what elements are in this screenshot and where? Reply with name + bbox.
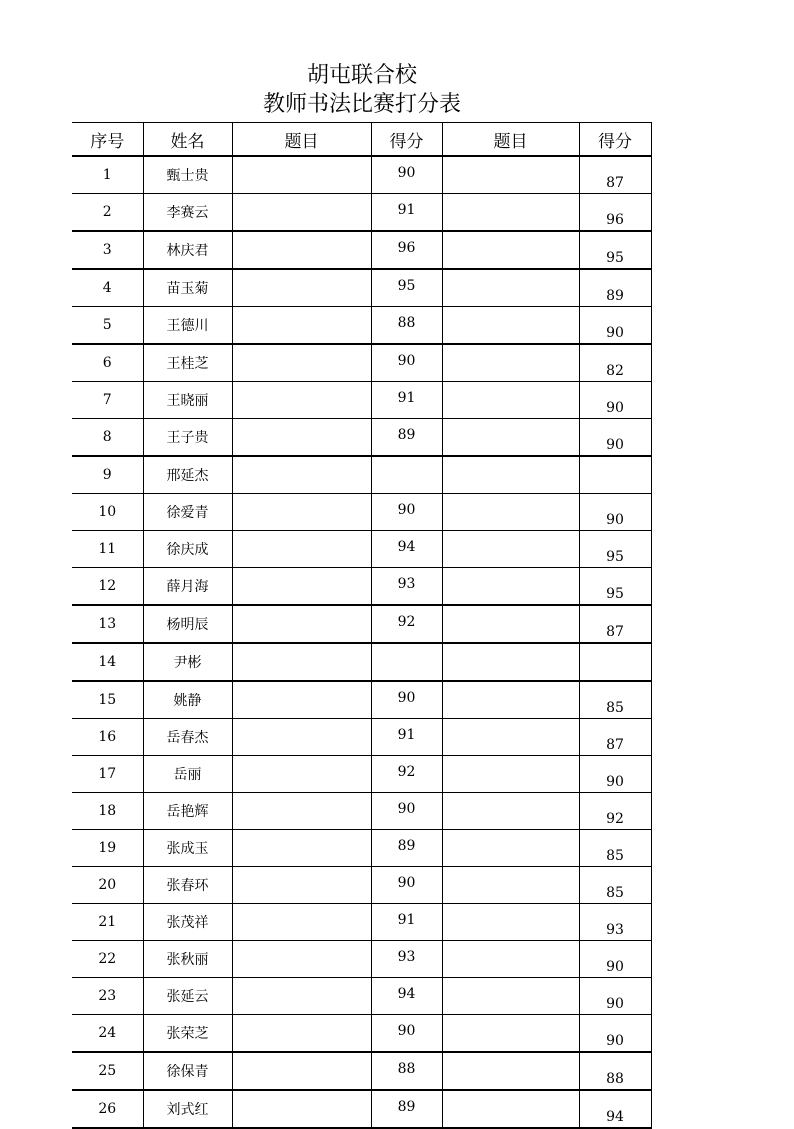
topic-cell-1 (232, 494, 371, 531)
row-index: 21 (72, 904, 143, 941)
score-cell-2: 90 (579, 941, 651, 978)
table-row (72, 904, 651, 941)
topic-cell-2 (442, 344, 579, 382)
column-header-name: 姓名 (143, 123, 232, 157)
table-row (72, 605, 651, 643)
score-cell-2: 95 (579, 231, 651, 269)
teacher-name: 王德川 (143, 307, 232, 345)
teacher-name: 杨明辰 (143, 605, 232, 643)
topic-cell-2 (442, 681, 579, 719)
topic-cell-2 (442, 643, 579, 681)
score-cell-2: 93 (579, 904, 651, 941)
row-index: 16 (72, 719, 143, 756)
table-row (72, 456, 651, 494)
score-cell-2: 90 (579, 978, 651, 1015)
teacher-name: 张春环 (143, 867, 232, 904)
score-cell-1: 90 (371, 494, 442, 531)
teacher-name: 张茂祥 (143, 904, 232, 941)
score-cell-2: 95 (579, 568, 651, 606)
score-cell-1 (371, 643, 442, 681)
teacher-name: 岳丽 (143, 756, 232, 793)
score-cell-2: 96 (579, 194, 651, 232)
topic-cell-2 (442, 867, 579, 904)
topic-cell-1 (232, 382, 371, 419)
score-cell-1: 89 (371, 419, 442, 457)
score-cell-1: 88 (371, 1052, 442, 1090)
row-index: 19 (72, 830, 143, 867)
score-cell-2: 89 (579, 269, 651, 307)
score-cell-2: 94 (579, 1090, 651, 1128)
table-row (72, 156, 651, 194)
row-index: 5 (72, 307, 143, 345)
score-cell-2: 92 (579, 793, 651, 830)
topic-cell-2 (442, 382, 579, 419)
teacher-name: 岳春杰 (143, 719, 232, 756)
row-index: 4 (72, 269, 143, 307)
table-row (72, 382, 651, 419)
teacher-name: 姚静 (143, 681, 232, 719)
teacher-name: 张荣芝 (143, 1015, 232, 1053)
table-row (72, 1015, 651, 1053)
score-cell-1: 92 (371, 756, 442, 793)
topic-cell-2 (442, 605, 579, 643)
sheet-title: 教师书法比赛打分表 (262, 92, 461, 117)
topic-cell-2 (442, 531, 579, 568)
score-cell-2: 90 (579, 756, 651, 793)
column-header-score-2: 得分 (579, 123, 651, 157)
topic-cell-2 (442, 904, 579, 941)
row-index: 14 (72, 643, 143, 681)
school-name: 胡屯联合校 (306, 63, 417, 88)
column-header-score-1: 得分 (371, 123, 442, 157)
table-row (72, 793, 651, 830)
table-row (72, 756, 651, 793)
score-cell-1: 91 (371, 719, 442, 756)
topic-cell-1 (232, 568, 371, 606)
topic-cell-1 (232, 419, 371, 457)
row-index: 8 (72, 419, 143, 457)
row-index: 3 (72, 231, 143, 269)
topic-cell-1 (232, 681, 371, 719)
table-row (72, 344, 651, 382)
teacher-name: 岳艳辉 (143, 793, 232, 830)
topic-cell-1 (232, 531, 371, 568)
score-cell-1 (371, 456, 442, 494)
score-cell-2: 90 (579, 382, 651, 419)
table-row (72, 719, 651, 756)
row-index: 22 (72, 941, 143, 978)
score-cell-2: 87 (579, 605, 651, 643)
row-index: 6 (72, 344, 143, 382)
topic-cell-2 (442, 307, 579, 345)
topic-cell-1 (232, 156, 371, 194)
score-cell-1: 93 (371, 568, 442, 606)
table-row (72, 494, 651, 531)
row-index: 2 (72, 194, 143, 232)
score-cell-2: 90 (579, 307, 651, 345)
topic-cell-2 (442, 756, 579, 793)
teacher-name: 邢延杰 (143, 456, 232, 494)
topic-cell-1 (232, 344, 371, 382)
score-cell-2: 82 (579, 344, 651, 382)
topic-cell-1 (232, 456, 371, 494)
topic-cell-2 (442, 156, 579, 194)
score-cell-1: 90 (371, 681, 442, 719)
table-row (72, 1090, 651, 1128)
teacher-name: 徐爱青 (143, 494, 232, 531)
score-cell-1: 89 (371, 830, 442, 867)
score-cell-1: 91 (371, 194, 442, 232)
table-row (72, 568, 651, 606)
row-index: 7 (72, 382, 143, 419)
row-index: 17 (72, 756, 143, 793)
topic-cell-1 (232, 231, 371, 269)
table-row (72, 231, 651, 269)
teacher-name: 王桂芝 (143, 344, 232, 382)
row-index: 20 (72, 867, 143, 904)
teacher-name: 薛月海 (143, 568, 232, 606)
score-cell-1: 89 (371, 1090, 442, 1128)
score-cell-1: 93 (371, 941, 442, 978)
topic-cell-1 (232, 719, 371, 756)
table-row (72, 1052, 651, 1090)
topic-cell-1 (232, 867, 371, 904)
row-index: 1 (72, 156, 143, 194)
table-row (72, 643, 651, 681)
score-cell-2: 90 (579, 1015, 651, 1053)
topic-cell-1 (232, 941, 371, 978)
teacher-name: 王晓丽 (143, 382, 232, 419)
topic-cell-2 (442, 1015, 579, 1053)
topic-cell-2 (442, 494, 579, 531)
topic-cell-2 (442, 978, 579, 1015)
teacher-name: 张延云 (143, 978, 232, 1015)
topic-cell-2 (442, 830, 579, 867)
score-cell-1: 95 (371, 269, 442, 307)
table-row (72, 681, 651, 719)
score-cell-1: 94 (371, 978, 442, 1015)
topic-cell-1 (232, 605, 371, 643)
score-cell-2: 95 (579, 531, 651, 568)
teacher-name: 徐保青 (143, 1052, 232, 1090)
topic-cell-2 (442, 793, 579, 830)
score-table (72, 122, 652, 1129)
topic-cell-1 (232, 756, 371, 793)
topic-cell-2 (442, 269, 579, 307)
topic-cell-2 (442, 231, 579, 269)
score-cell-1: 90 (371, 793, 442, 830)
topic-cell-2 (442, 568, 579, 606)
score-cell-1: 90 (371, 344, 442, 382)
score-cell-1: 92 (371, 605, 442, 643)
score-cell-1: 94 (371, 531, 442, 568)
topic-cell-2 (442, 1052, 579, 1090)
score-cell-1: 90 (371, 867, 442, 904)
score-cell-1: 90 (371, 156, 442, 194)
topic-cell-1 (232, 1015, 371, 1053)
topic-cell-2 (442, 1090, 579, 1128)
score-cell-1: 88 (371, 307, 442, 345)
table-row (72, 307, 651, 345)
topic-cell-2 (442, 456, 579, 494)
teacher-name: 王子贵 (143, 419, 232, 457)
teacher-name: 刘式红 (143, 1090, 232, 1128)
row-index: 15 (72, 681, 143, 719)
score-cell-1: 91 (371, 382, 442, 419)
topic-cell-2 (442, 941, 579, 978)
table-row (72, 194, 651, 232)
row-index: 13 (72, 605, 143, 643)
column-header-index: 序号 (72, 123, 143, 157)
teacher-name: 徐庆成 (143, 531, 232, 568)
topic-cell-1 (232, 643, 371, 681)
score-cell-2: 85 (579, 867, 651, 904)
topic-cell-1 (232, 1090, 371, 1128)
topic-cell-1 (232, 793, 371, 830)
table-row (72, 978, 651, 1015)
score-cell-1: 90 (371, 1015, 442, 1053)
score-cell-2: 85 (579, 830, 651, 867)
score-cell-2: 90 (579, 419, 651, 457)
teacher-name: 张秋丽 (143, 941, 232, 978)
row-index: 26 (72, 1090, 143, 1128)
score-cell-2 (579, 456, 651, 494)
header-row (72, 123, 651, 157)
table-row (72, 867, 651, 904)
topic-cell-1 (232, 194, 371, 232)
table-row (72, 269, 651, 307)
topic-cell-1 (232, 978, 371, 1015)
score-cell-2: 87 (579, 719, 651, 756)
score-cell-2: 88 (579, 1052, 651, 1090)
row-index: 23 (72, 978, 143, 1015)
topic-cell-2 (442, 419, 579, 457)
row-index: 9 (72, 456, 143, 494)
teacher-name: 尹彬 (143, 643, 232, 681)
topic-cell-2 (442, 194, 579, 232)
table-row (72, 830, 651, 867)
score-cell-1: 91 (371, 904, 442, 941)
topic-cell-1 (232, 269, 371, 307)
row-index: 11 (72, 531, 143, 568)
teacher-name: 李赛云 (143, 194, 232, 232)
row-index: 12 (72, 568, 143, 606)
score-cell-2: 85 (579, 681, 651, 719)
row-index: 10 (72, 494, 143, 531)
topic-cell-1 (232, 904, 371, 941)
topic-cell-1 (232, 307, 371, 345)
row-index: 18 (72, 793, 143, 830)
table-row (72, 419, 651, 457)
teacher-name: 甄士贵 (143, 156, 232, 194)
teacher-name: 苗玉菊 (143, 269, 232, 307)
table-row (72, 941, 651, 978)
table-row (72, 531, 651, 568)
topic-cell-1 (232, 830, 371, 867)
topic-cell-2 (442, 719, 579, 756)
score-cell-1: 96 (371, 231, 442, 269)
teacher-name: 林庆君 (143, 231, 232, 269)
column-header-topic-2: 题目 (442, 123, 579, 157)
row-index: 25 (72, 1052, 143, 1090)
row-index: 24 (72, 1015, 143, 1053)
score-cell-2: 87 (579, 156, 651, 194)
topic-cell-1 (232, 1052, 371, 1090)
score-cell-2 (579, 643, 651, 681)
teacher-name: 张成玉 (143, 830, 232, 867)
score-cell-2: 90 (579, 494, 651, 531)
column-header-topic-1: 题目 (232, 123, 371, 157)
